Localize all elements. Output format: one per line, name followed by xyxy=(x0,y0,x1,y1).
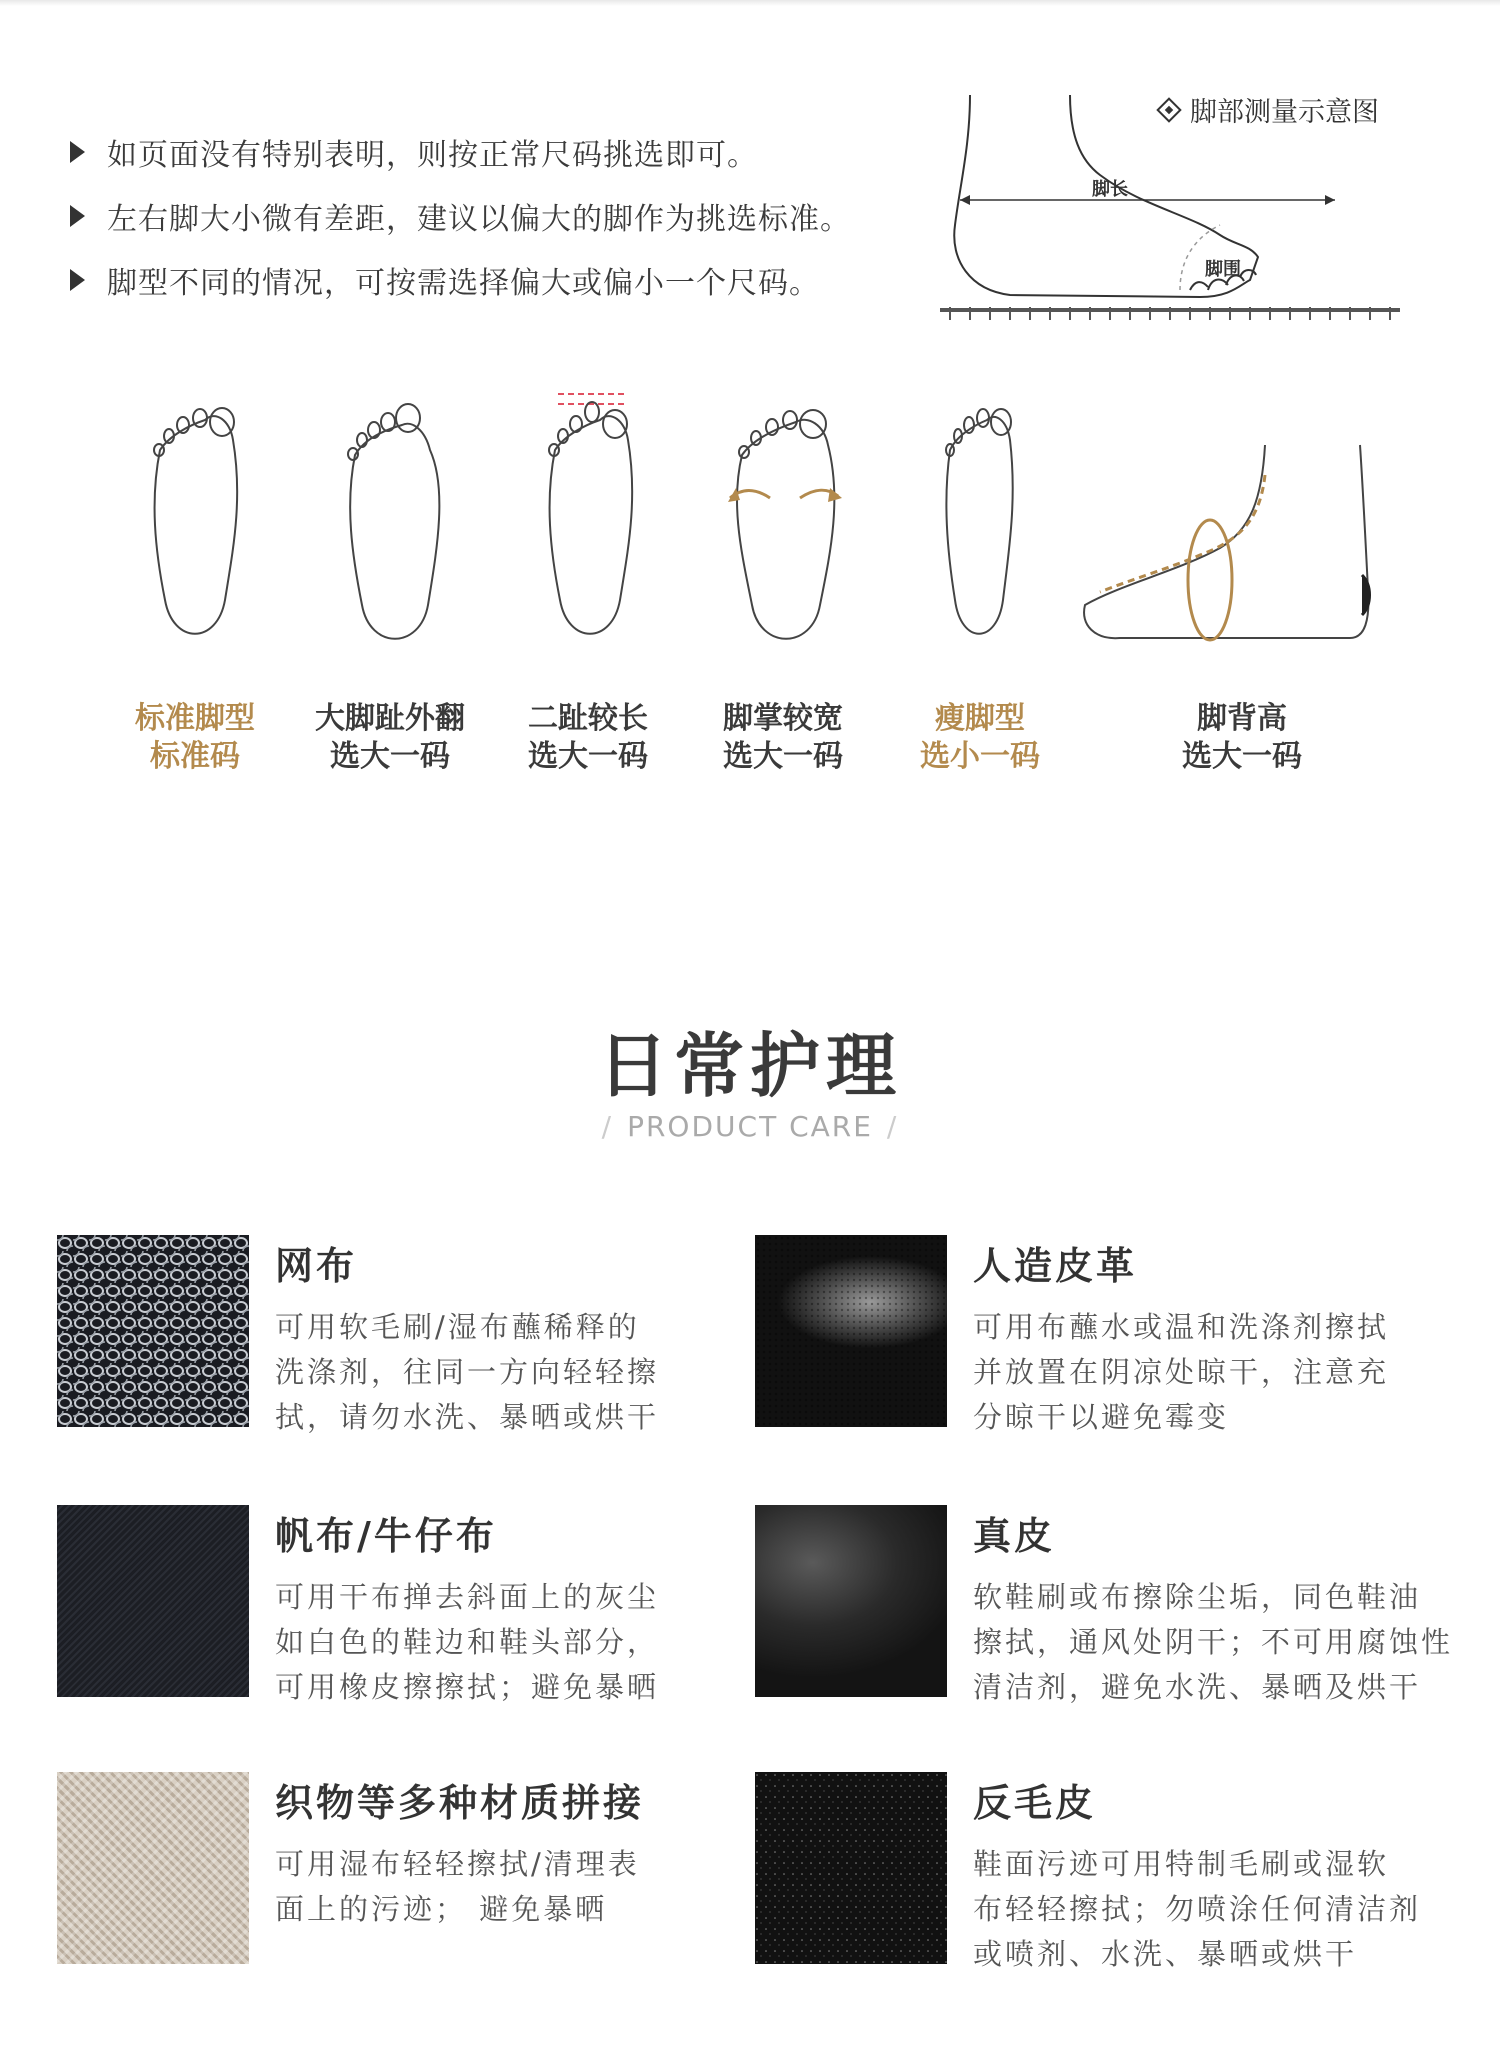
care-item-title: 反毛皮 xyxy=(973,1781,1097,1825)
fabric-mix-swatch xyxy=(57,1772,249,1964)
foot-type-label: 标准脚型 标准码 xyxy=(135,701,255,774)
care-item-title: 帆布/牛仔布 xyxy=(275,1514,497,1558)
care-item-mesh xyxy=(57,1235,757,1435)
tip-text: 如页面没有特别表明，则按正常尺码挑选即可。 xyxy=(107,138,758,173)
care-item-text: 可用软毛刷/湿布蘸稀释的 洗涤剂，往同一方向轻轻擦 拭，请勿水洗、暴晒或烘干 xyxy=(275,1310,660,1434)
care-item-synthetic-leather xyxy=(755,1235,1455,1435)
care-item-text: 可用干布掸去斜面上的灰尘 如白色的鞋边和鞋头部分， 可用橡皮擦擦拭；避免暴晒 xyxy=(275,1580,660,1704)
care-item-title: 网布 xyxy=(275,1244,358,1288)
care-item-text: 软鞋刷或布擦除尘垢，同色鞋油 擦拭，通风处阴干；不可用腐蚀性 清洁剂，避免水洗、暴晒及烘干 xyxy=(973,1580,1454,1704)
triangle-bullet-icon xyxy=(70,205,85,227)
foot-type-label: 脚掌较宽 选大一码 xyxy=(723,701,843,774)
foot-measurement-diagram xyxy=(940,85,1420,325)
care-item-fabric-mix xyxy=(57,1772,757,1972)
triangle-bullet-icon xyxy=(70,141,85,163)
wide-foot-icon xyxy=(720,380,850,660)
care-section-title: 日常护理 xyxy=(598,1025,902,1107)
tip-text: 脚型不同的情况，可按需选择偏大或偏小一个尺码。 xyxy=(107,266,820,301)
top-divider xyxy=(0,0,1500,6)
care-item-text: 可用布蘸水或温和洗涤剂擦拭 并放置在阴凉处晾干，注意充 分晾干以避免霉变 xyxy=(973,1310,1390,1434)
measure-title-text: 脚部测量示意图 xyxy=(1190,97,1379,128)
care-item-suede xyxy=(755,1772,1455,1972)
care-item-text: 鞋面污迹可用特制毛刷或湿软 布轻轻擦拭；勿喷涂任何清洁剂 或喷剂、水洗、暴晒或烘干 xyxy=(973,1847,1422,1971)
tip-item xyxy=(70,120,851,184)
standard-foot-icon xyxy=(135,380,255,660)
genuine-leather-swatch xyxy=(755,1505,947,1697)
foot-type-label: 二趾较长 选大一码 xyxy=(528,701,648,774)
care-item-title: 人造皮革 xyxy=(973,1244,1138,1288)
care-item-canvas-denim xyxy=(57,1505,757,1705)
foot-type-label: 大脚趾外翻 选大一码 xyxy=(315,701,465,774)
synthetic-leather-swatch xyxy=(755,1235,947,1427)
care-item-title: 真皮 xyxy=(973,1514,1056,1558)
bunion-foot-icon xyxy=(330,380,460,660)
slim-foot-icon xyxy=(925,380,1035,660)
long-second-toe-foot-icon xyxy=(530,380,650,660)
foot-type-label: 瘦脚型 选小一码 xyxy=(920,701,1040,774)
canvas-denim-swatch xyxy=(57,1505,249,1697)
care-item-title: 织物等多种材质拼接 xyxy=(275,1781,645,1825)
high-instep-foot-icon xyxy=(1080,380,1380,680)
care-section-subtitle: / PRODUCT CARE / xyxy=(601,1110,899,1143)
tip-item xyxy=(70,184,851,248)
care-item-text: 可用湿布轻轻擦拭/清理表 面上的污迹； 避免暴晒 xyxy=(275,1847,640,1926)
foot-girth-label: 脚围 xyxy=(1205,259,1241,280)
triangle-bullet-icon xyxy=(70,269,85,291)
size-tips-list xyxy=(70,120,851,312)
suede-swatch xyxy=(755,1772,947,1964)
tip-text: 左右脚大小微有差距，建议以偏大的脚作为挑选标准。 xyxy=(107,202,851,237)
mesh-swatch xyxy=(57,1235,249,1427)
foot-types-row xyxy=(0,380,1500,800)
foot-type-label: 脚背高 选大一码 xyxy=(1182,701,1302,774)
foot-length-label: 脚长 xyxy=(1092,179,1128,200)
tip-item xyxy=(70,248,851,312)
care-item-genuine-leather xyxy=(755,1505,1455,1705)
